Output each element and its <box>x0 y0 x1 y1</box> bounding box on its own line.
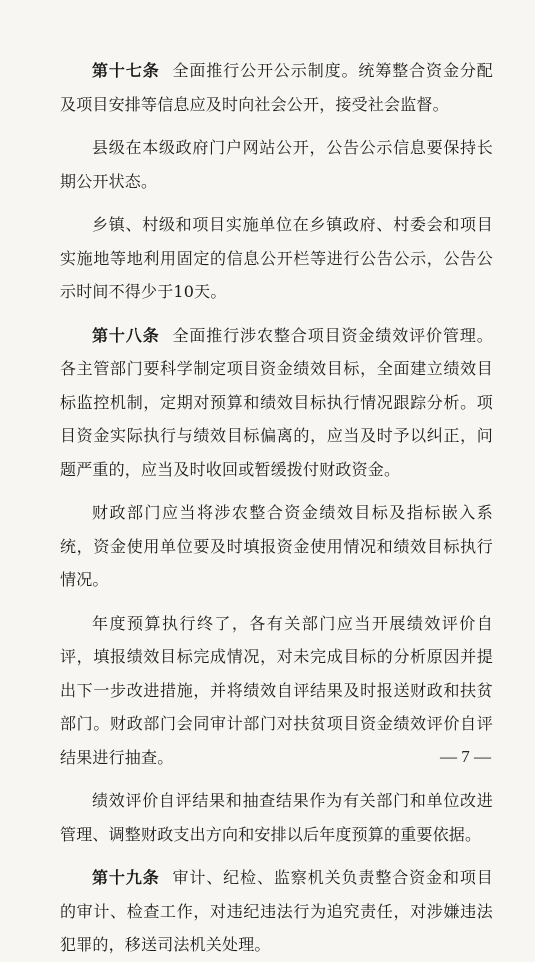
paragraph-text: 年度预算执行终了，各有关部门应当开展绩效评价自评，填报绩效目标完成情况，对未完成目标的分析原因并提出下一步改进措施，并将绩效自评结果及时报送财政和扶贫部门。财政部门会同审计部门对扶贫项目资金绩效评价自评结果进行抽查。 <box>60 613 493 767</box>
paragraph <box>60 496 493 597</box>
paragraph-text: 全面推行公开公示制度。统筹整合资金分配及项目安排等信息应及时向社会公开，接受社会监督。 <box>60 61 493 114</box>
paragraph-article-18 <box>60 319 493 487</box>
paragraph <box>60 607 493 775</box>
paragraph <box>60 208 493 309</box>
paragraph-text: 县级在本级政府门户网站公开，公告公示信息要保持长期公开状态。 <box>60 138 493 191</box>
page-number: — 7 — <box>440 747 491 766</box>
paragraph-text: 审计、纪检、监察机关负责整合资金和项目的审计、检查工作，对违纪违法行为追究责任，对涉嫌违法犯罪的，移送司法机关处理。 <box>60 868 493 954</box>
article-number: 第十八条 <box>92 325 160 345</box>
paragraph-article-17 <box>60 54 493 121</box>
article-number: 第十九条 <box>92 868 160 887</box>
paragraph-text: 财政部门应当将涉农整合资金绩效目标及指标嵌入系统，资金使用单位要及时填报资金使用情况和绩效目标执行情况。 <box>60 503 493 589</box>
article-number: 第十七条 <box>92 61 160 80</box>
paragraph-article-19 <box>60 861 493 962</box>
paragraph-text: 全面推行涉农整合项目资金绩效评价管理。各主管部门要科学制定项目资金绩效目标，全面建立绩效目标监控机制，定期对预算和绩效目标执行情况跟踪分析。项目资金实际执行与绩效目标偏离的，应当及时予以纠正，问题严重的，应当及时收回或暂缓拨付财政资金。 <box>60 325 493 479</box>
paragraph <box>60 131 493 198</box>
paragraph-text: 乡镇、村级和项目实施单位在乡镇政府、村委会和项目实施地等地利用固定的信息公开栏等进行公告公示，公告公示时间不得少于10天。 <box>60 215 493 301</box>
paragraph <box>60 784 493 851</box>
paragraph-text: 绩效评价自评结果和抽查结果作为有关部门和单位改进管理、调整财政支出方向和安排以后年度预算的重要依据。 <box>60 791 493 844</box>
